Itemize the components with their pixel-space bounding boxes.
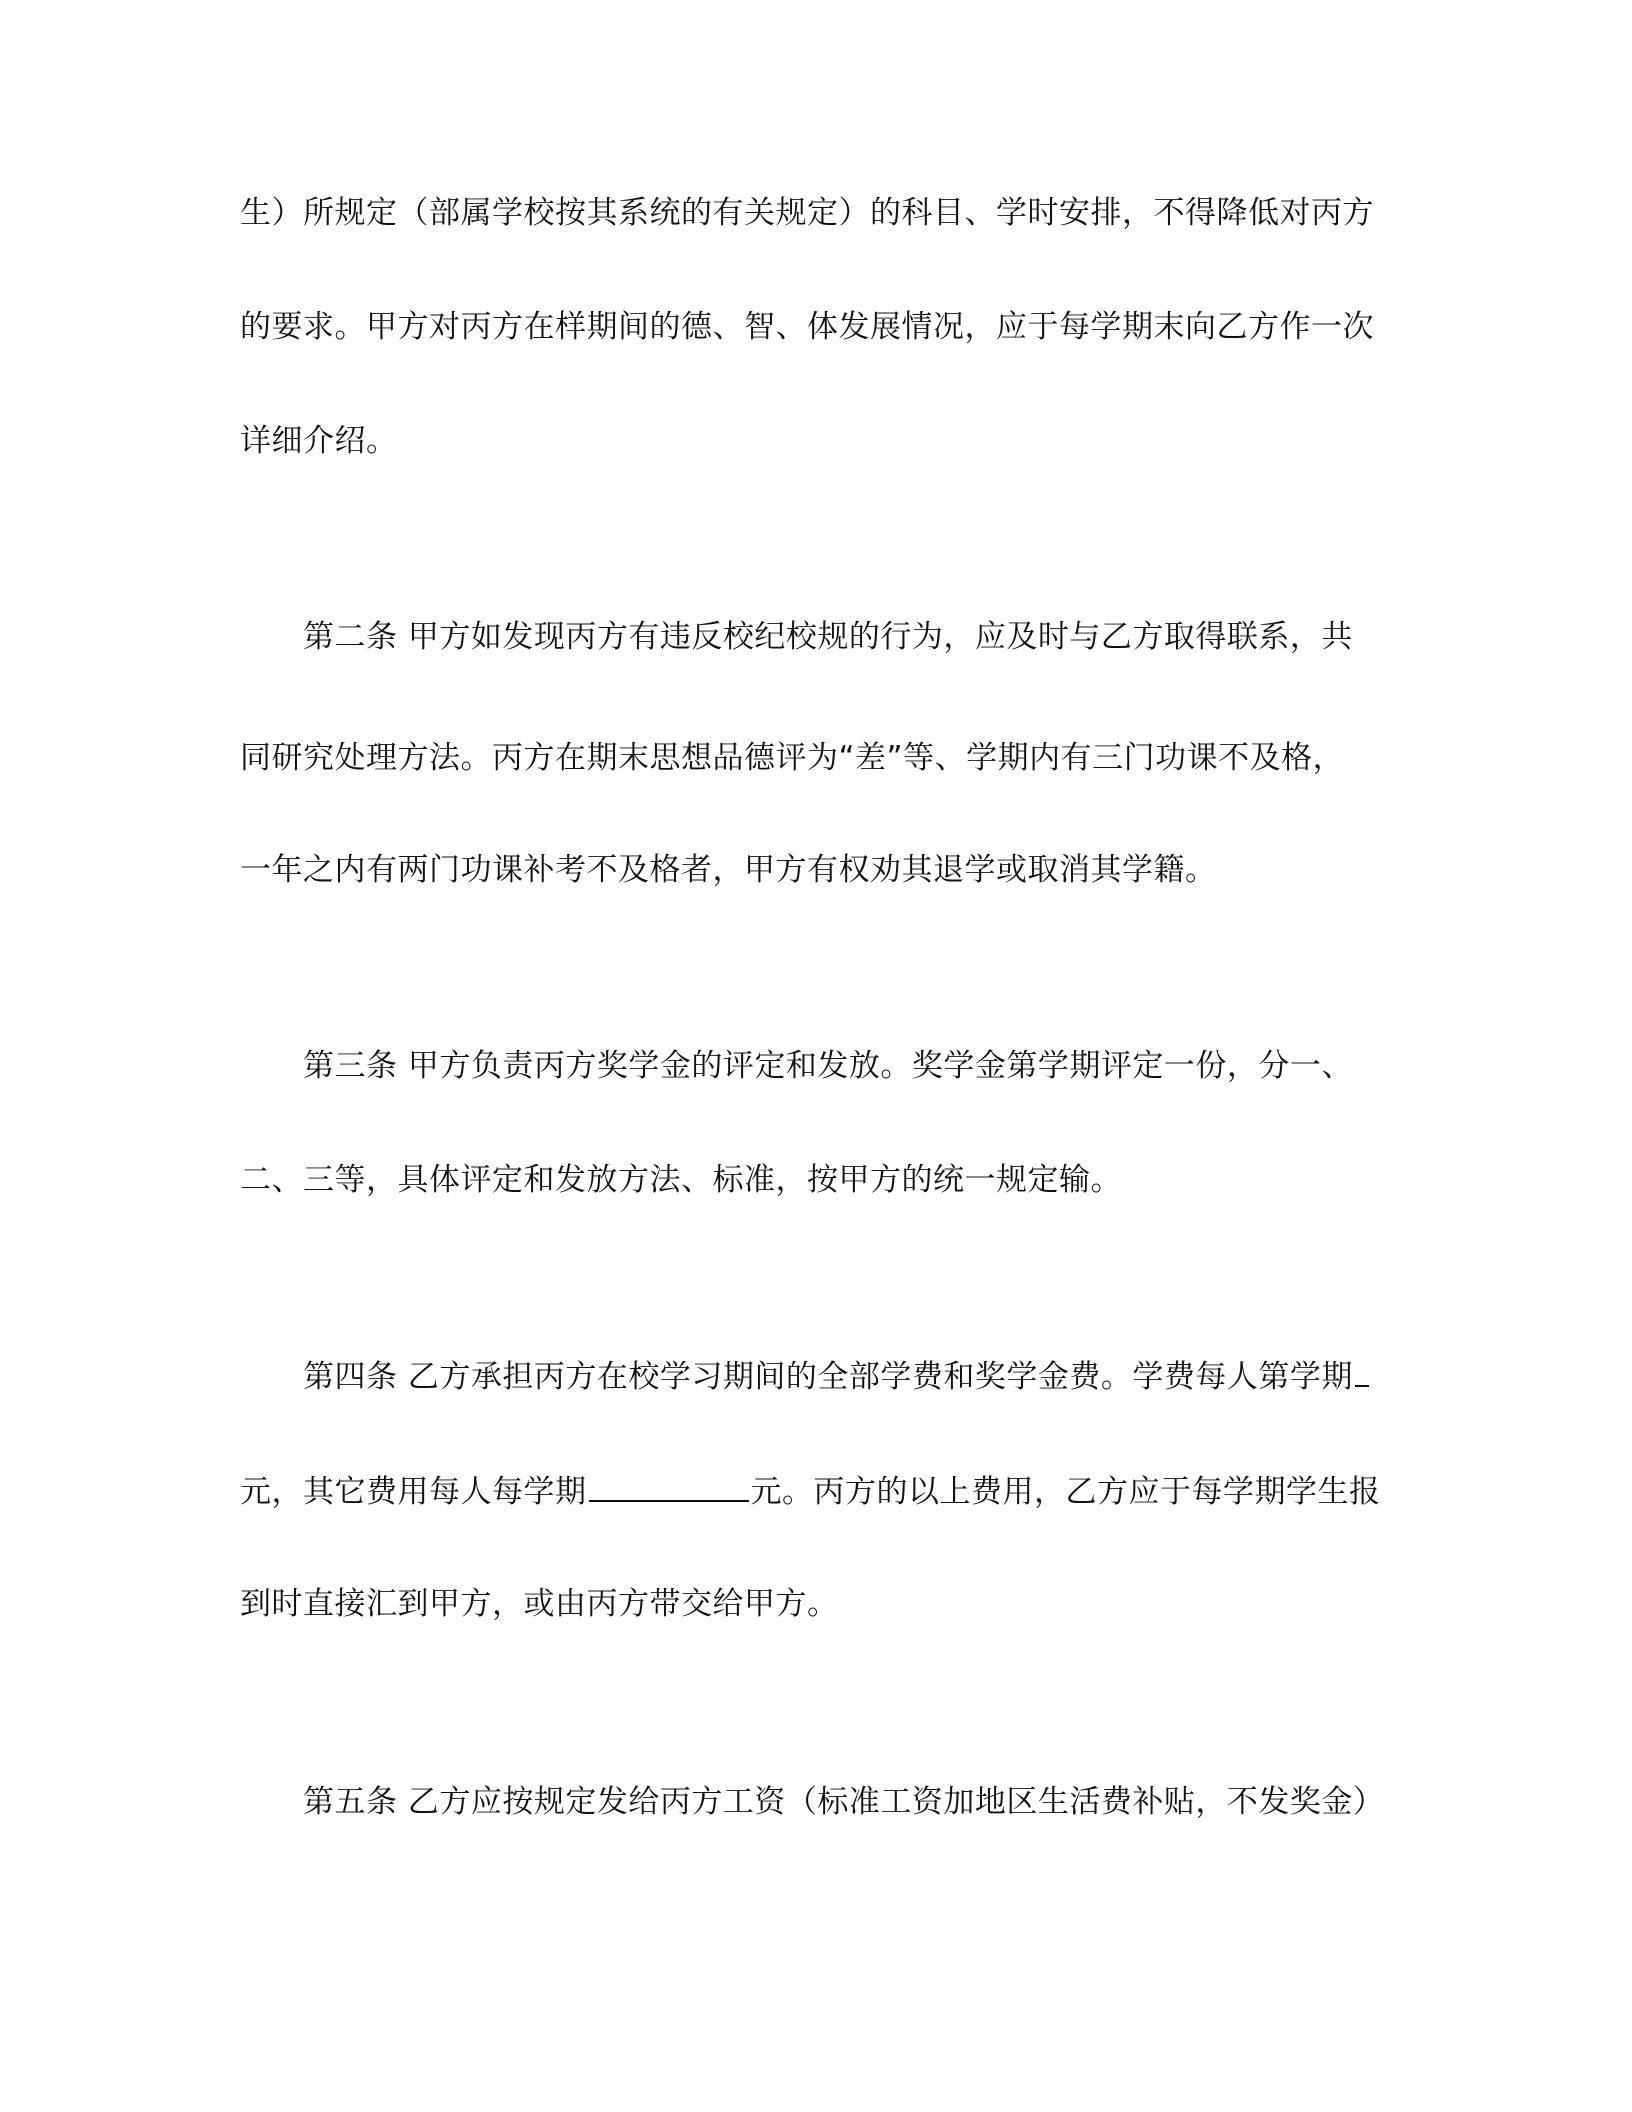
article-4-text-2: 元，其它费用每人每学期: [240, 1474, 587, 1510]
article-4-text-1: 第四条 乙方承担丙方在校学习期间的全部学费和奖学金费。学费每人第学期: [303, 1359, 1353, 1395]
fill-in-blank-other-fees: [589, 1470, 749, 1502]
article-5-line-1: 第五条 乙方应按规定发给丙方工资（标准工资加地区生活费补贴，不发奖金）: [303, 1784, 1385, 1820]
paragraph-line-1: 生）所规定（部属学校按其系统的有关规定）的科目、学时安排，不得降低对丙方: [240, 195, 1374, 231]
article-4-line-2: [240, 1470, 1400, 1512]
article-2-line-2: 同研究处理方法。丙方在期末思想品德评为“差”等、学期内有三门功课不及格，: [240, 740, 1345, 776]
fill-in-blank-tuition: [1355, 1355, 1369, 1387]
paragraph-line-3: 详细介绍。: [240, 423, 398, 459]
article-3-line-1: 第三条 甲方负责丙方奖学金的评定和发放。奖学金第学期评定一份，分一、: [303, 1048, 1353, 1084]
article-2-line-3: 一年之内有两门功课补考不及格者，甲方有权劝其退学或取消其学籍。: [240, 852, 1217, 888]
article-2-line-1: 第二条 甲方如发现丙方有违反校纪校规的行为，应及时与乙方取得联系，共: [303, 619, 1353, 655]
article-4-line-1: [303, 1355, 1403, 1397]
article-4-line-3: 到时直接汇到甲方，或由丙方带交给甲方。: [240, 1586, 839, 1622]
paragraph-line-2: 的要求。甲方对丙方在样期间的德、智、体发展情况，应于每学期末向乙方作一次: [240, 309, 1374, 345]
article-4-text-3: 元。丙方的以上费用，乙方应于每学期学生报: [750, 1474, 1381, 1510]
article-3-line-2: 二、三等，具体评定和发放方法、标准，按甲方的统一规定输。: [240, 1162, 1122, 1198]
